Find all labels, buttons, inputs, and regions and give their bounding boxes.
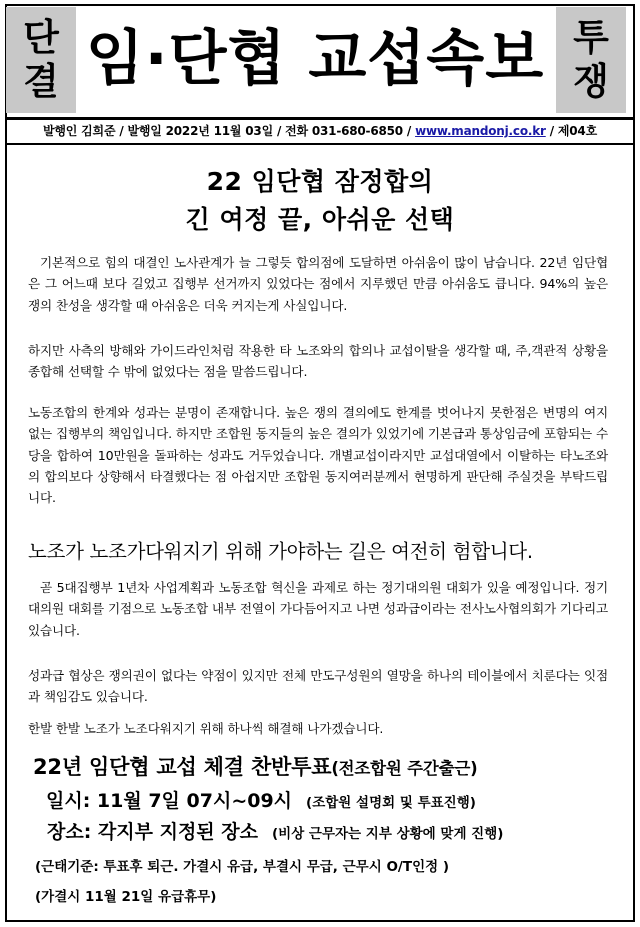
masthead-left-char-2: 결 <box>23 60 59 103</box>
body-paragraph-6: 한발 한발 노조가 노조다워지기 위해 하나씩 해결해 나가겠습니다. <box>28 721 384 736</box>
vote-title-note: (전조합원 주간출근) <box>331 759 478 778</box>
section-subheading: 노조가 노조가다워지기 위해 가야하는 길은 여전히 험합니다. <box>28 540 533 563</box>
masthead-right-box <box>556 7 626 113</box>
vote-date-note: (조합원 설명회 및 투표진행) <box>306 795 476 811</box>
vote-place-note: (비상 근무자는 지부 상황에 맞게 진행) <box>271 826 504 842</box>
issue-number: / 제04호 <box>545 124 597 138</box>
vote-place: 장소: 각지부 지정된 장소 <box>47 821 258 843</box>
vote-title <box>33 752 633 784</box>
body-paragraph-1: 기본적으로 힘의 대결인 노사관계가 늘 그렇듯 합의점에 도달하면 아쉬움이 많이 남습니다. 22년 임단협은 그 어느때 보다 길었고 집행부 선거까지 있었다는 점에서 지루했던 만큼 아쉬움도 큽니다. 94%의 높은 쟁의 찬성을 생각할 때 아쉬움은 더욱 커지는게 사실입니다. <box>28 255 608 313</box>
website-link[interactable]: www.mandonj.co.kr <box>415 124 546 138</box>
masthead-left-box <box>6 7 76 113</box>
masthead-right-char-2: 쟁 <box>573 60 609 103</box>
body-paragraph-4: 곧 5대집행부 1년차 사업계획과 노동조합 혁신을 과제로 하는 정기대의원 대회가 있을 예정입니다. 정기대의원 대회를 기점으로 노동조합 내부 전열이 가다듬어지고 나면 성과급이라는 전사노사협의회가 기다리고 있습니다. <box>28 580 608 638</box>
vote-date-row <box>46 787 476 817</box>
body-paragraph-5: 성과급 협상은 쟁의권이 없다는 약점이 있지만 전체 만도구성원의 열망을 하나의 테이블에서 치룬다는 잇점과 책임감도 있습니다. <box>28 668 608 705</box>
body-paragraph-3: 노동조합의 한계와 성과는 분명이 존재합니다. 높은 쟁의 결의에도 한계를 벗어나지 못한점은 변명의 여지 없는 집행부의 책임입니다. 하지만 조합원 동지들의 높은 결의가 있었기에 기본급과 통상임금에 포함되는 수당을 합하여 10만원을 돌파하는 성과도 거두었습니다. 개별교섭이라지만 교섭대열에서 이탈하는 타노조와의 합의보다 상향해서 타결했다는 점 아쉽지만 조합원 동지여러분께서 현명하게 판단해 주실것을 부탁드립니다. <box>28 405 608 506</box>
body-paragraph-2: 하지만 사측의 방해와 가이드라인처럼 작용한 타 노조와의 합의나 교섭이탈을 생각할 때, 주,객관적 상황을 종합해 선택할 수 밖에 없었다는 점을 말씀드립니다. <box>28 343 608 380</box>
vote-date: 일시: 11월 7일 07시~09시 <box>46 790 293 812</box>
masthead-right-char-1: 투 <box>573 16 609 59</box>
paid-holiday-note: (가결시 11월 21일 유급휴무) <box>35 889 217 905</box>
info-rule <box>7 143 633 145</box>
newsletter-title: 임·단협 교섭속보 <box>85 24 545 94</box>
headline-line-1: 22 임단협 잠정합의 <box>206 167 434 196</box>
vote-place-row <box>47 818 503 848</box>
masthead-left-char-1: 단 <box>23 16 59 59</box>
publication-info <box>12 121 628 141</box>
masthead-rule <box>7 117 633 120</box>
publisher-info: 발행인 김희준 / 발행일 2022년 11월 03일 / 전화 031-680-6850 / <box>43 124 416 138</box>
headline-line-2: 긴 여정 끝, 아쉬운 선택 <box>185 205 455 234</box>
attendance-note: (근태기준: 투표후 퇴근. 가결시 유급, 부결시 무급, 근무시 O/T인정 ) <box>35 859 450 875</box>
vote-title-main: 22년 임단협 교섭 체결 찬반투표 <box>33 755 332 779</box>
headline <box>10 163 630 239</box>
